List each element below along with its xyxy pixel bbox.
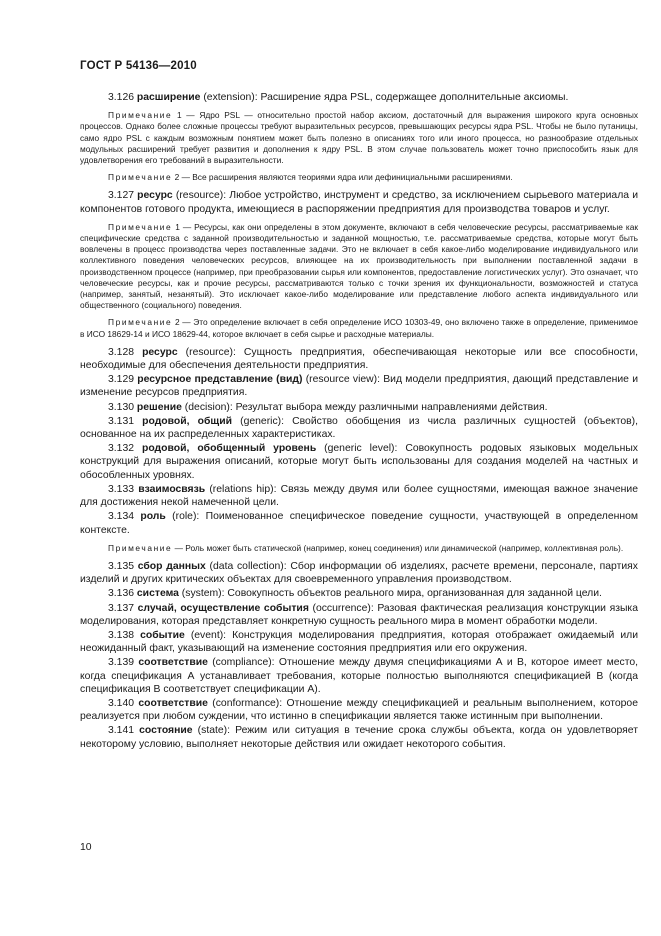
entry-definition: (resource): Сущность предприятия, обеспечивающая некоторые или все способности, необходимые для обеспечения деятельности предприятия. xyxy=(80,346,639,372)
entry-number: 3.132 xyxy=(108,443,135,455)
entry-number: 3.133 xyxy=(108,483,135,495)
entry-number: 3.129 xyxy=(108,374,135,386)
entry-number: 3.139 xyxy=(108,657,135,669)
entry-term: событие xyxy=(140,629,185,641)
entry-term: случай, осуществление события xyxy=(137,602,309,614)
entry-term: соответствие xyxy=(138,657,208,669)
note-text: — Роль может быть статической (например, конец соединения) или динамической (например, коллективная роль). xyxy=(172,542,624,553)
entry-definition: (event): Конструкция моделирования предприятия, которая отображает ожидаемый или неожиданный факт, указывающий на изменение состояния предприятия или его окружения. xyxy=(80,629,638,655)
note-text: 2 — Все расширения являются теориями ядра или дефинициальными расширениями. xyxy=(172,172,513,183)
entry-term: решение xyxy=(136,401,182,413)
note-entry xyxy=(80,110,638,166)
definition-entry xyxy=(80,346,638,372)
page-number: 10 xyxy=(80,842,92,853)
entry-term: система xyxy=(136,588,179,600)
document-header: ГОСТ Р 54136—2010 xyxy=(80,60,197,72)
entry-definition: (data collection): Сбор информации об изделиях, расчете времени, персонале, партиях изделий и других критических объектах для своевременного управления производством. xyxy=(80,560,638,586)
definition-entry xyxy=(80,724,638,750)
note-label: Примечание xyxy=(108,317,173,328)
entry-number: 3.136 xyxy=(108,588,135,600)
entry-term: сбор данных xyxy=(137,560,206,572)
entry-definition: (role): Поименованное специфическое поведение сущности, участвующей в определенном контексте. xyxy=(80,511,638,536)
definition-entry xyxy=(80,560,638,586)
note-label: Примечание xyxy=(108,221,173,232)
note-label: Примечание xyxy=(108,172,173,183)
note-label: Примечание xyxy=(108,110,173,121)
entry-term: взаимосвязь xyxy=(138,483,206,495)
definition-entry xyxy=(80,602,638,628)
entry-term: состояние xyxy=(139,725,193,737)
entry-term: ресурс xyxy=(137,190,173,202)
note-entry xyxy=(80,222,638,312)
definition-entry xyxy=(80,697,638,723)
note-text: 1 — Ядро PSL — относительно простой набор аксиом, достаточный для выражения широкого круга основных процессов. Однако более сложные процессы требуют выразительных ресурсов, превышающих ресурсы ядра PSL. Чтобы не было путаницы, само ядро PSL с каждым возможным понятием может быть полезно в описаниях того или иного процесса, но разнообразие отдельных модульных расширений требует развития и дополнения к ядру PSL. В этом случае пользователь может точно приспособить язык для удовлетворения его требований в выразительности. xyxy=(80,110,638,166)
entry-definition: (state): Режим или ситуация в течение срока службы объекта, когда он удовлетворяет некоторому условию, выполняет некоторые действия или ожидает некоторого события. xyxy=(80,725,638,750)
definition-entry xyxy=(80,91,638,104)
note-text: 2 — Это определение включает в себя определение ИСО 10303-49, оно включено также в определение, применимое в ИСО 18629-14 и ИСО 18629-44, которое включает в себя сырье и расходные материалы. xyxy=(80,317,638,339)
definition-entry xyxy=(80,656,638,696)
definition-entry xyxy=(80,401,638,414)
entry-number: 3.130 xyxy=(108,401,135,413)
entry-term: родовой, общий xyxy=(142,415,232,427)
note-text: 1 — Ресурсы, как они определены в этом документе, включают в себя человеческие ресурсы, рассматриваемые как специфические средства с заданной производительностью и заданной мощностью, т.е. рассматриваемые средства, которые могут быть вовлечены в процесс производства через поставленные задачи. Это не включает в себя какое-либо моделирование индивидуального или коллективного поведения человеческих ресурсов, влияющее на их производительность при выполнении поставленной задачи в производственном процессе (например, при преобразовании сырья или компонентов, предоставление логистических услуг). Это означает, что человеческие ресурсы, как и прочие ресурсы, рассматриваются только с точки зрения их функциональности, возможностей и статуса (например, занятый, незанятый). Это исключает какое-либо моделирование или представление любого аспекта индивидуального или общественного (социального) поведения. xyxy=(80,221,638,311)
entry-definition: (compliance): Отношение между двумя спецификациями А и В, которое имеет место, когда спецификация А устанавливает требования, которые полностью выполняются спецификацией В (когда спецификация В соответствует спецификации А). xyxy=(80,657,639,695)
entry-term: расширение xyxy=(136,92,201,103)
entry-term: ресурсное представление (вид) xyxy=(137,374,303,386)
definition-entry xyxy=(80,189,638,215)
entry-term: соответствие xyxy=(138,697,208,709)
entry-definition: (generic level): Совокупность родовых языковых модельных конструкций для выражения описаний, которые могут быть использованы для создания моделей на частных и обособленных уровнях. xyxy=(80,443,638,481)
entry-number: 3.138 xyxy=(108,629,135,641)
definition-entry xyxy=(80,415,638,441)
definition-entry xyxy=(80,510,638,536)
note-entry xyxy=(80,317,638,339)
entry-definition: (extension): Расширение ядра PSL, содержащее дополнительные аксиомы. xyxy=(200,92,569,103)
entry-number: 3.127 xyxy=(108,190,135,202)
entry-definition: (resource view): Вид модели предприятия, дающий представление и изменение ресурсов предприятия. xyxy=(80,374,638,399)
entry-number: 3.137 xyxy=(108,602,135,614)
entry-number: 3.134 xyxy=(108,511,135,523)
entry-definition: (relations hip): Связь между двумя или более сущностями, имеющая важное значение для достижения некой намеченной цели. xyxy=(80,483,639,509)
definition-entry xyxy=(80,587,638,600)
entry-term: ресурс xyxy=(142,346,178,358)
entry-term: роль xyxy=(140,511,166,523)
entry-definition: (system): Совокупность объектов реального мира, организованная для заданной цели. xyxy=(178,588,602,600)
entry-definition: (generic): Свойство обобщения из числа различных сущностей (объектов), основанное на их распределенных характеристиках. xyxy=(80,415,638,441)
entry-number: 3.126 xyxy=(108,92,135,103)
entry-definition: (conformance): Отношение между спецификацией и реальным выполнением, которое реализуется при любом суждении, что истинно в спецификации является также истинным при выполнении. xyxy=(80,697,638,723)
entry-definition: (occurrence): Разовая фактическая реализация конструкции языка моделирования, которая представляет конкретную сущность реального мира в момент обработки модели. xyxy=(80,602,638,627)
note-entry xyxy=(80,172,638,183)
entry-definition: (resource): Любое устройство, инструмент и средство, за исключением сырьевого материала и компонентов готового продукта, имеющиеся в распоряжении предприятия для производства товаров и услуг. xyxy=(80,190,638,215)
entry-number: 3.135 xyxy=(108,560,135,572)
note-entry xyxy=(80,543,638,554)
entry-number: 3.131 xyxy=(108,415,135,427)
definition-entry xyxy=(80,442,638,482)
note-label: Примечание xyxy=(108,542,173,553)
definition-entry xyxy=(80,629,638,655)
definition-entry xyxy=(80,483,638,509)
entry-number: 3.128 xyxy=(108,346,135,358)
document-body xyxy=(80,91,638,752)
entry-number: 3.140 xyxy=(108,697,135,709)
entry-definition: (decision): Результат выбора между различными направлениями действия. xyxy=(181,401,548,413)
definition-entry xyxy=(80,373,638,399)
entry-number: 3.141 xyxy=(108,725,135,737)
entry-term: родовой, обобщенный уровень xyxy=(141,443,317,455)
